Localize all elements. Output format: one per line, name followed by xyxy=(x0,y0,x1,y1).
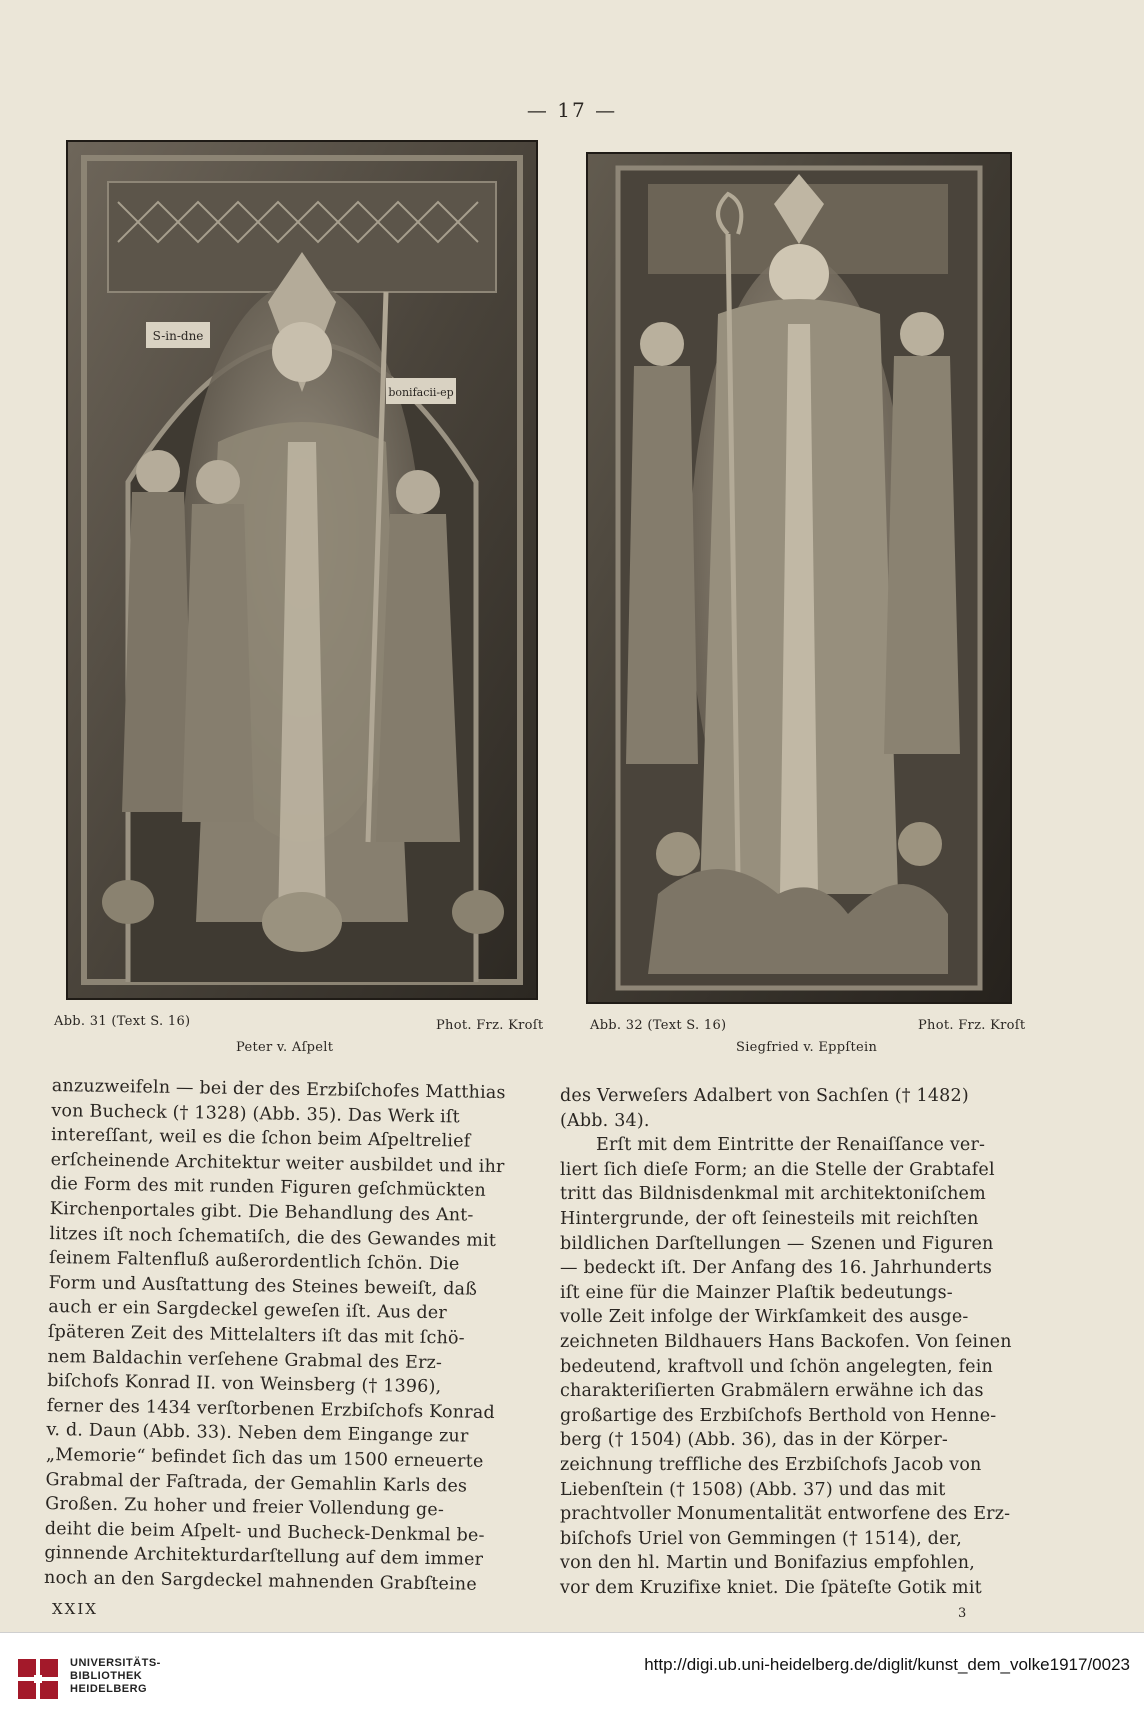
text-line: ginnende Architekturdarſtellung auf dem immer xyxy=(44,1543,484,1571)
text-line: bildlichen Darſtellungen — Szenen und Figuren xyxy=(560,1233,994,1254)
text-line: Liebenſtein († 1508) (Abb. 37) und das mit xyxy=(560,1479,946,1500)
text-line: iſt eine für die Mainzer Plaſtik bedeutungs- xyxy=(560,1282,953,1303)
text-line: Hintergrunde, der oft ſeinesteils mit reichſten xyxy=(560,1208,979,1229)
text-line: litzes iſt noch ſchematiſch, die des Gewandes mit xyxy=(49,1223,497,1251)
text-line: vor dem Kruzifixe kniet. Die ſpäteſte Gotik mit xyxy=(560,1577,982,1598)
text-line: Grabmal der Faſtrada, der Gemahlin Karls des xyxy=(45,1469,468,1497)
text-line: ſeinem Faltenfluß außerordentlich ſchön. Die xyxy=(48,1248,460,1275)
text-line: berg († 1504) (Abb. 36), das in der Körper- xyxy=(560,1430,949,1451)
logo-line-3: HEIDELBERG xyxy=(70,1683,148,1695)
page-number: — 17 — xyxy=(526,98,618,122)
text-line: deiht die beim Aſpelt- und Bucheck-Denkmal be- xyxy=(44,1518,485,1546)
tomb-relief-image-aspelt xyxy=(68,142,536,998)
figure-32-title: Siegfried v. Eppſtein xyxy=(736,1040,878,1055)
text-line: zeichnung treffliche des Erzbiſchofs Jacob von xyxy=(560,1454,982,1475)
figure-32-label: Abb. 32 (Text S. 16) xyxy=(590,1018,727,1033)
library-logo-text xyxy=(70,1657,161,1696)
logo-line-1: UNIVERSITÄTS- xyxy=(70,1657,161,1669)
text-line: liert ſich dieſe Form; an die Stelle der Grabtafel xyxy=(560,1159,995,1180)
figure-31-title: Peter v. Aſpelt xyxy=(236,1040,334,1055)
text-line: Form und Ausſtattung des Steines beweiſt, daß xyxy=(48,1272,478,1300)
text-line: großartige des Erzbiſchofs Berthold von Henne- xyxy=(560,1405,997,1426)
text-line: intereſſant, weil es die ſchon beim Aſpeltrelief xyxy=(50,1125,471,1152)
footer-bar xyxy=(0,1632,1144,1721)
text-line: Erſt mit dem Eintritte der Renaiſſance ver- xyxy=(596,1135,986,1156)
text-line: Kirchenportales gibt. Die Behandlung des Ant- xyxy=(49,1198,474,1226)
text-line: biſchofs Uriel von Gemmingen († 1514), der, xyxy=(560,1528,962,1549)
text-line: ferner des 1434 verſtorbenen Erzbiſchofs Konrad xyxy=(46,1395,495,1423)
text-line: „Memorie“ befindet ſich das um 1500 erneuerte xyxy=(45,1444,484,1472)
figure-32-photo-credit: Phot. Frz. Kroſt xyxy=(918,1018,1026,1033)
text-column-right xyxy=(560,1084,1024,1600)
tomb-relief-image-eppstein xyxy=(588,154,1010,1002)
signature-number: 3 xyxy=(958,1606,967,1621)
text-line: anzuzweifeln — bei der des Erzbiſchofes Matthias xyxy=(51,1075,506,1104)
text-line: noch an den Sargdeckel mahnenden Grabſteine xyxy=(43,1567,478,1595)
university-library-logo-icon xyxy=(14,1655,62,1703)
text-line: prachtvoller Monumentalität entworfene des Erz- xyxy=(560,1504,1011,1525)
text-line: (Abb. 34). xyxy=(560,1110,650,1131)
text-line: des Verweſers Adalbert von Sachſen († 1482) xyxy=(560,1086,969,1106)
text-line: — bedeckt iſt. Der Anfang des 16. Jahrhunderts xyxy=(560,1258,993,1279)
text-line: Großen. Zu hoher und freier Vollendung ge- xyxy=(45,1494,445,1521)
text-line: auch er ein Sargdeckel geweſen iſt. Aus der xyxy=(48,1297,448,1324)
text-line: biſchofs Konrad II. von Weinsberg († 1396), xyxy=(47,1371,442,1398)
text-line: v. d. Daun (Abb. 33). Neben dem Eingange zur xyxy=(46,1420,469,1447)
scroll-text-left: S-in-dne xyxy=(152,329,204,343)
text-line: charakteriſierten Grabmälern erwähne ich das xyxy=(560,1381,984,1402)
text-line: erſcheinende Architektur weiter ausbildet und ihr xyxy=(50,1149,505,1177)
text-line: zeichneten Bildhauers Hans Backofen. Von ſeinen xyxy=(560,1331,1012,1352)
text-column-left xyxy=(44,1074,518,1598)
figure-siegfried-v-eppstein xyxy=(586,152,1012,1004)
signature-mark: XXIX xyxy=(52,1600,98,1618)
logo-line-2: BIBLIOTHEK xyxy=(70,1670,143,1682)
text-line: tritt das Bildnisdenkmal mit architektoniſchem xyxy=(560,1184,986,1205)
figure-31-photo-credit: Phot. Frz. Kroſt xyxy=(436,1018,544,1033)
figure-peter-v-aspelt xyxy=(66,140,538,1000)
figure-31-label: Abb. 31 (Text S. 16) xyxy=(54,1014,191,1029)
text-line: die Form des mit runden Figuren geſchmückten xyxy=(50,1174,487,1202)
scroll-text-right: bonifacii-ep xyxy=(388,386,454,399)
text-line: ſpäteren Zeit des Mittelalters iſt das mit ſchö- xyxy=(47,1321,466,1349)
permalink-url[interactable]: http://digi.ub.uni-heidelberg.de/diglit/kunst_dem_volke1917/0023 xyxy=(644,1655,1130,1674)
text-line: von den hl. Martin und Bonifazius empfohlen, xyxy=(560,1553,975,1574)
text-line: volle Zeit infolge der Wirkſamkeit des ausge- xyxy=(560,1307,969,1328)
text-line: nem Baldachin verſehene Grabmal des Erz- xyxy=(47,1346,443,1373)
text-line: von Bucheck († 1328) (Abb. 35). Das Werk iſt xyxy=(51,1100,460,1128)
text-line: bedeutend, kraftvoll und ſchön angelegten, fein xyxy=(560,1356,993,1377)
